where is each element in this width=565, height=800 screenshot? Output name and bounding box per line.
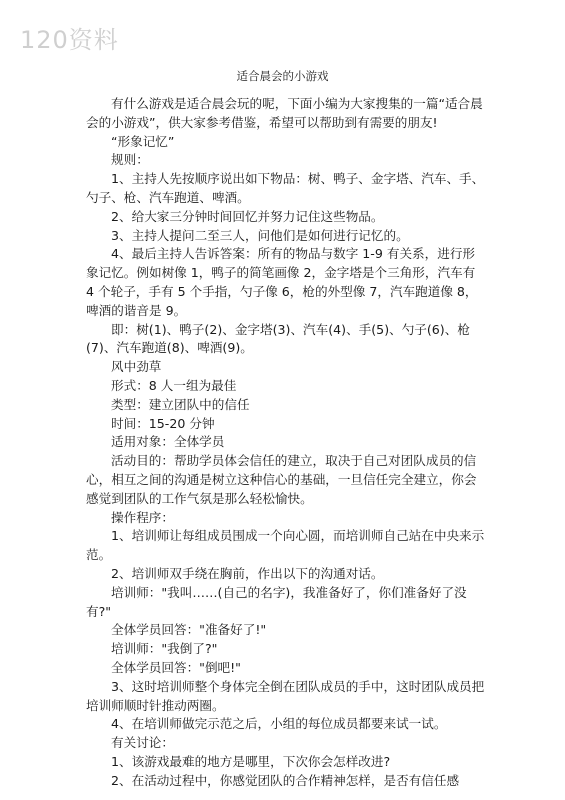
paragraph: 全体学员回答："倒吧!" [111, 659, 241, 675]
paragraph: 规则： [111, 152, 149, 168]
paragraph: 时间：15-20 分钟 [111, 415, 215, 431]
paragraph: 1、该游戏最难的地方是哪里，下次你会怎样改进? [111, 753, 391, 769]
paragraph: 有什么游戏是适合晨会玩的呢，下面小编为大家搜集的一篇“适合晨会的小游戏”，供大家参考借鉴，希望可以帮助到有需要的朋友! [86, 96, 483, 130]
paragraph: 操作程序： [111, 509, 174, 525]
paragraph: 即：树(1)、鸭子(2)、金字塔(3)、汽车(4)、手(5)、勺子(6)、枪(7)、汽车跑道(8)、啤酒(9)。 [86, 321, 470, 356]
paragraph: 有关讨论： [111, 735, 174, 751]
paragraph: 类型：建立团队中的信任 [111, 396, 250, 412]
paragraph: 适用对象：全体学员 [111, 434, 225, 450]
paragraph: 1、培训师让每组成员围成一个向心圆，而培训师自己站在中央来示范。 [86, 528, 485, 563]
paragraph: 4、在培训师做完示范之后，小组的每位成员都要来试一试。 [111, 716, 447, 732]
paragraph: 形式：8 人一组为最佳 [111, 377, 237, 393]
paragraph: 3、这时培训师整个身体完全倒在团队成员的手中，这时团队成员把培训师顺时针推动两圈。 [86, 678, 485, 713]
paragraph: 活动目的：帮助学员体会信任的建立，取决于自己对团队成员的信心，相互之间的沟通是树立这种信心的基础，一旦信任完全建立，你会感觉到团队的工作气氛是那么轻松愉快。 [86, 453, 477, 506]
paragraph: 2、给大家三分钟时间回忆并努力记住这些物品。 [111, 208, 384, 224]
paragraph: 培训师："我倒了?" [111, 641, 218, 657]
paragraph: 培训师："我叫……(自己的名字)，我准备好了，你们准备好了没有?" [86, 584, 467, 619]
paragraph: 风中劲草 [111, 359, 162, 375]
paragraph: 2、在活动过程中，你感觉团队的合作精神怎样，是否有信任感 [111, 772, 460, 788]
paragraph: 2、培训师双手绕在胸前，作出以下的沟通对话。 [111, 565, 384, 581]
watermark-logo: 120资料 [20, 26, 119, 54]
document-title: 适合晨会的小游戏 [236, 69, 329, 83]
paragraph: 3、主持人提问二至三人，问他们是如何进行记忆的。 [111, 227, 409, 243]
paragraph: 4、最后主持人告诉答案：所有的物品与数字 1-9 有关系，进行形象记忆。例如树像 1，鸭子的简笔画像 2，金字塔是个三角形，汽车有 4 个轮子，手有 5 个手指，勺子像 6，枪的外型像 7，汽车跑道像 8，啤酒的谐音是 9。 [86, 246, 478, 318]
paragraph: 全体学员回答："准备好了!" [111, 622, 267, 638]
paragraph: “形象记忆” [111, 133, 175, 149]
paragraph: 1、主持人先按顺序说出如下物品：树、鸭子、金字塔、汽车、手、勺子、枪、汽车跑道、啤酒。 [86, 171, 485, 205]
document-body [86, 95, 486, 790]
